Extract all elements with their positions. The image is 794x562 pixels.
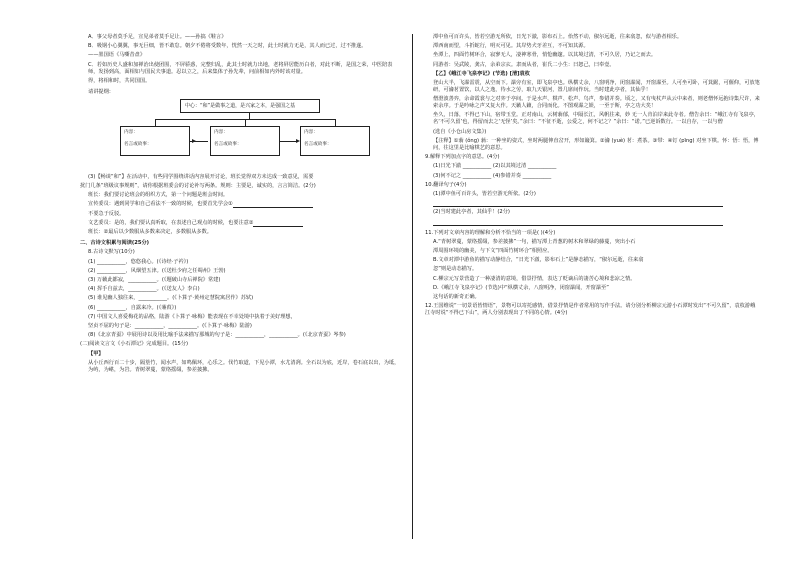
footnote: 【注释】①蓊 (ǒng) 蓊：一种坐的姿式，坐时两腿伸直岔开，形如簸箕。②瀹 (yuè) 茗：煮茶。③带：④钉 (pīng) 对坐下棋。怀：悟：悟，博问，往这里是比喻棋艺的意思。	[433, 137, 759, 151]
q12-heading: 12.王国维说“一切景语皆情语”，景物可以寄托感情，借景抒情是作者常用的写作手法。请分别分析柳宗元游小石潭时发出“不可久留”，袁枚游峨江寺时说“不得已下山”，两人分别表现出了不同的心情。(4分)	[425, 303, 756, 317]
q3-line-1: (3)【畅谈“和”】在活动中，有些同学围绕讲话内容展开讨论，班长觉得双方未达成一致意见，需要	[88, 173, 314, 180]
q11-option-d: D.《峨江寺飞泉亭记》(节选)中“纵横丈余，八窗明净，闭窗瀑闻，开窗瀑至”	[433, 284, 609, 291]
diagram-connector	[155, 119, 156, 126]
q9-row-1: (1)日光下澈 ___________ (2)以其境过清 ___________	[433, 163, 557, 170]
diagram-connector	[190, 141, 208, 142]
q9-row-2: (3)何不记之 ___________ (4)参错并奏 ___________	[433, 172, 552, 179]
recite-line-4: (4) 挥手自兹去，___________。(《送友人》李白)	[88, 286, 200, 293]
recite-line-8: (8)《北京青蚕》中展用诗以及用比喻手法来描写那城的句子是：___________，___________。(《北京青蚕》岑参)	[88, 332, 346, 339]
q10-item-2: (2)当时建此亭者，其仙乎！(2分)	[433, 209, 510, 216]
recite-line-3: (3) 万籁此都寂，___________。(《题破山寺后禅院》常建)	[88, 276, 221, 283]
passage-jia-para-1: 从小丘西行百二十步，隔篁竹，闻水声，如鸣佩环，心乐之。伐竹取道，下见小潭，水尤清冽。全石以为底，近岸，卷石底以出，为坻，为屿，为嵁，为岩。青树翠蔓，蒙络摇缀，参差披拂。	[88, 359, 400, 373]
q3-line-4-text: 宣传委员：遇到同学和自己看法不一致的时候，也要首先学会①	[88, 201, 233, 208]
recite-line-6: (6) ___________，自露来冷。(《蒹葭》)	[88, 304, 177, 311]
option-b-source: ——墨国语《马嘶昔盘》	[88, 52, 146, 59]
answer-line[interactable]	[425, 219, 760, 226]
diagram-intro: 请讲提纲：	[88, 88, 114, 95]
recite-line-7b: 坚贞不屈的句子是：___________，___________。(《卜算子·咏梅》陆游)	[88, 322, 252, 329]
passage-yi-para-3: 坐久，日落，不得已下山，宿带玉堂。正对南山，云树蓊郁，中隔长江，风帆往来，妙 无一人肯泊岸来此寺者。僧告余曰：“峨江寺有飞泉亭，名‘不可久留’也，得留而去之‘无怪’矣。”余曰：“不征不逝，公爱之，何不记之？”余曰：“诺。”已逆诉数行。一以自存，一以与僧	[433, 112, 759, 126]
q8-heading: 8.古诗文默写(10分)	[88, 249, 135, 256]
branch-content-label: 内容：	[214, 129, 228, 135]
branch-content-label: 内容：	[304, 129, 318, 135]
recite-line-7a: (7) 中国文人喜爱梅花的品格，陆游《卜算子·咏梅》能表现在不幸处境中执着于美好理想，	[88, 313, 296, 320]
q10-item-1: (1)潭中鱼可百许头，皆若空游无所依。(2分)	[433, 190, 536, 197]
q3-line-5: 不要急于反驳。	[88, 210, 125, 217]
q3-line-3: 班长：我们要讨论班会的组织方式，第一个问题是班会时间。	[88, 192, 229, 199]
passage-jia-para-4: 坐潭上，四面竹树环合，寂寥无人，凄神寒骨，悄怆幽邃。以其境过清，不可久居，乃记之而去。	[433, 52, 657, 59]
passage-yi-source: (选自《小仓山房文集》)	[433, 128, 487, 135]
passage-jia-para-2: 潭中鱼可百许头，皆若空游无所依，日光下澈，影布石上。佁然不动，俶尔远逝，往来翕忽，似与游者相乐。	[433, 34, 683, 40]
q11-option-b-cont: 忽”则是动态描写。	[433, 266, 478, 273]
option-a: A．事父母者莫手足，宣见弟者莫手足让。——孙搞《鞋言》	[88, 34, 227, 40]
recite-line-5: (5) 谁见幽人独往来，___________。(《卜算子·黄州定慧院寓居作》苏轼)	[88, 295, 254, 302]
q3-line-6-text: 文艺委员：是的，我们要认真听取，在表述自己观点的时候，也要注意②	[88, 219, 254, 226]
branch-content-label: 内容：	[124, 129, 138, 135]
branch-example-label: 名言或故事：	[214, 142, 242, 148]
right-column	[425, 34, 760, 319]
q11-option-d-cont: 这句话的新奇正确。	[433, 293, 480, 300]
passage-jia-para-5: 同游者：吴武陵，龚古，余弟宗玄。隶而从者，崔氏二小生：曰恕己，曰奉壹。	[433, 61, 615, 68]
answer-line[interactable]	[425, 200, 760, 207]
diagram-branch-1	[120, 126, 190, 156]
diagram-connector	[245, 119, 246, 126]
diagram-branch-2	[210, 126, 280, 156]
passage-jia-label: 【甲】	[88, 350, 104, 357]
passage-jia-para-3: 潭西南而望，斗折蛇行，明灭可见。其岸势犬牙差互，不可知其源。	[433, 43, 589, 50]
q9-heading: 9.解释下列加点字的意思。(4分)	[425, 154, 500, 161]
column-divider	[412, 34, 413, 539]
recite-line-2: (2) ___________，风烟望五津。(《送杜少府之任蜀州》王勃)	[88, 267, 226, 274]
option-b: B．吸钢小心翼翼，事无巨细，皆不敢怠。朝夕不倦将受数年，恍然一天之时，此士时就力无是，其人而已过，过不推遂。	[88, 43, 367, 50]
diagram-connector	[335, 119, 336, 126]
q3-line-6	[80, 220, 400, 227]
q11-option-a: A.“青树翠蔓，蒙络摇缀，参差披拂”一句，描写潭上青葱的树木和翠绿的藤蔓，突出小石	[433, 238, 636, 245]
passage-yi-para-2: 僧澄波善弈，余命霞裳与之对弈于亭间。于是水声、棋声、松声、鸟声，参错并奏。顷之，又有曳杖声从云中来者，则老僧怀远抱诗集尺许，来索余序。于是吟咏之声又复大作。天籁人籁，合同而化。不图观瀑之娱，一至于斯，亭之功大矣！	[433, 96, 760, 110]
q11-option-c: C.柳宗元写景营造了一种凄清的意境，借景抒情，表达了贬谪后的凄苦心境和悲凉之情。	[433, 275, 636, 282]
q11-option-a-cont: 潭周围环境的幽美，与下文“四面竹树环合”相照应。	[433, 247, 553, 254]
recite-line-1: (1) ___________，悠悠我心。(《诗经·子衿》)	[88, 258, 189, 265]
q11-option-b: B.文章对潭中游鱼的描写动静结合，“日光下澈，影布石上”是静态描写，“俶尔远逝，往来翕	[433, 257, 644, 264]
left-column	[80, 34, 400, 376]
answer-blank[interactable]	[253, 221, 303, 227]
diagram-center-text: 中心：“和”是做事之道，是兴家之本，是强国之基	[185, 102, 296, 109]
passage-yi-para-1: 登山大半，飞瀑雷震，从空而下。瀑旁有室，即飞泉亭也。纵横丈余，八窗明净，闭窗瀑闻，开窗瀑至。人可坐可卧，可箕踞，可偃仰，可放笔研，可瀹茗置饮，以人之逸，待水之劳，取九天银河，置几席间作玩。当时建此亭者，其仙乎！	[433, 80, 760, 94]
section-2-heading: 二、古诗文积累与阅读(25分)	[80, 240, 150, 247]
passage-yi-title: 【乙】《峨江寺飞泉亭记》(节选) [清]袁枚	[433, 70, 530, 77]
branch-example-label: 名言或故事：	[304, 142, 332, 148]
branch-example-label: 名言或故事：	[124, 142, 152, 148]
q3-line-7: 班长：②最后以少数服从多数来决定，多数服从多数。	[88, 229, 212, 236]
answer-blank[interactable]	[233, 202, 313, 208]
option-c-cont: 得，将相和时，共同国国。	[88, 77, 151, 84]
diagram-branch-3	[300, 126, 370, 156]
q10-heading: 10.翻译句子(4分)	[425, 181, 467, 188]
diagram-center-box	[180, 99, 320, 113]
q11-heading: 11.下列对文章内容的理解和分析不恰当的一项是( )(4分)	[425, 229, 556, 236]
q3-line-4	[80, 201, 400, 208]
option-c: C．若如历史人盛和加禅治出使团围，不屏骄惑，完整归乱，此其士时就力出地，老将屏居能历白者，对此不断，是国之荣，中医陪表师，发扬到高，面相如与国民夫事道。忍以立之，后来集体子孙先辈，问前相如内外时该对量。	[88, 61, 393, 75]
part-2-heading: (二)阅读文言文《小石潭记》完成题目。(15分)	[80, 341, 189, 348]
q3-line-2: 扰门几条“班级议事规则”，请你根据班委会的讨论补写两条。规则：主要是，诚实的，言言简洁。(2分)	[80, 183, 316, 190]
outline-diagram	[120, 99, 370, 169]
